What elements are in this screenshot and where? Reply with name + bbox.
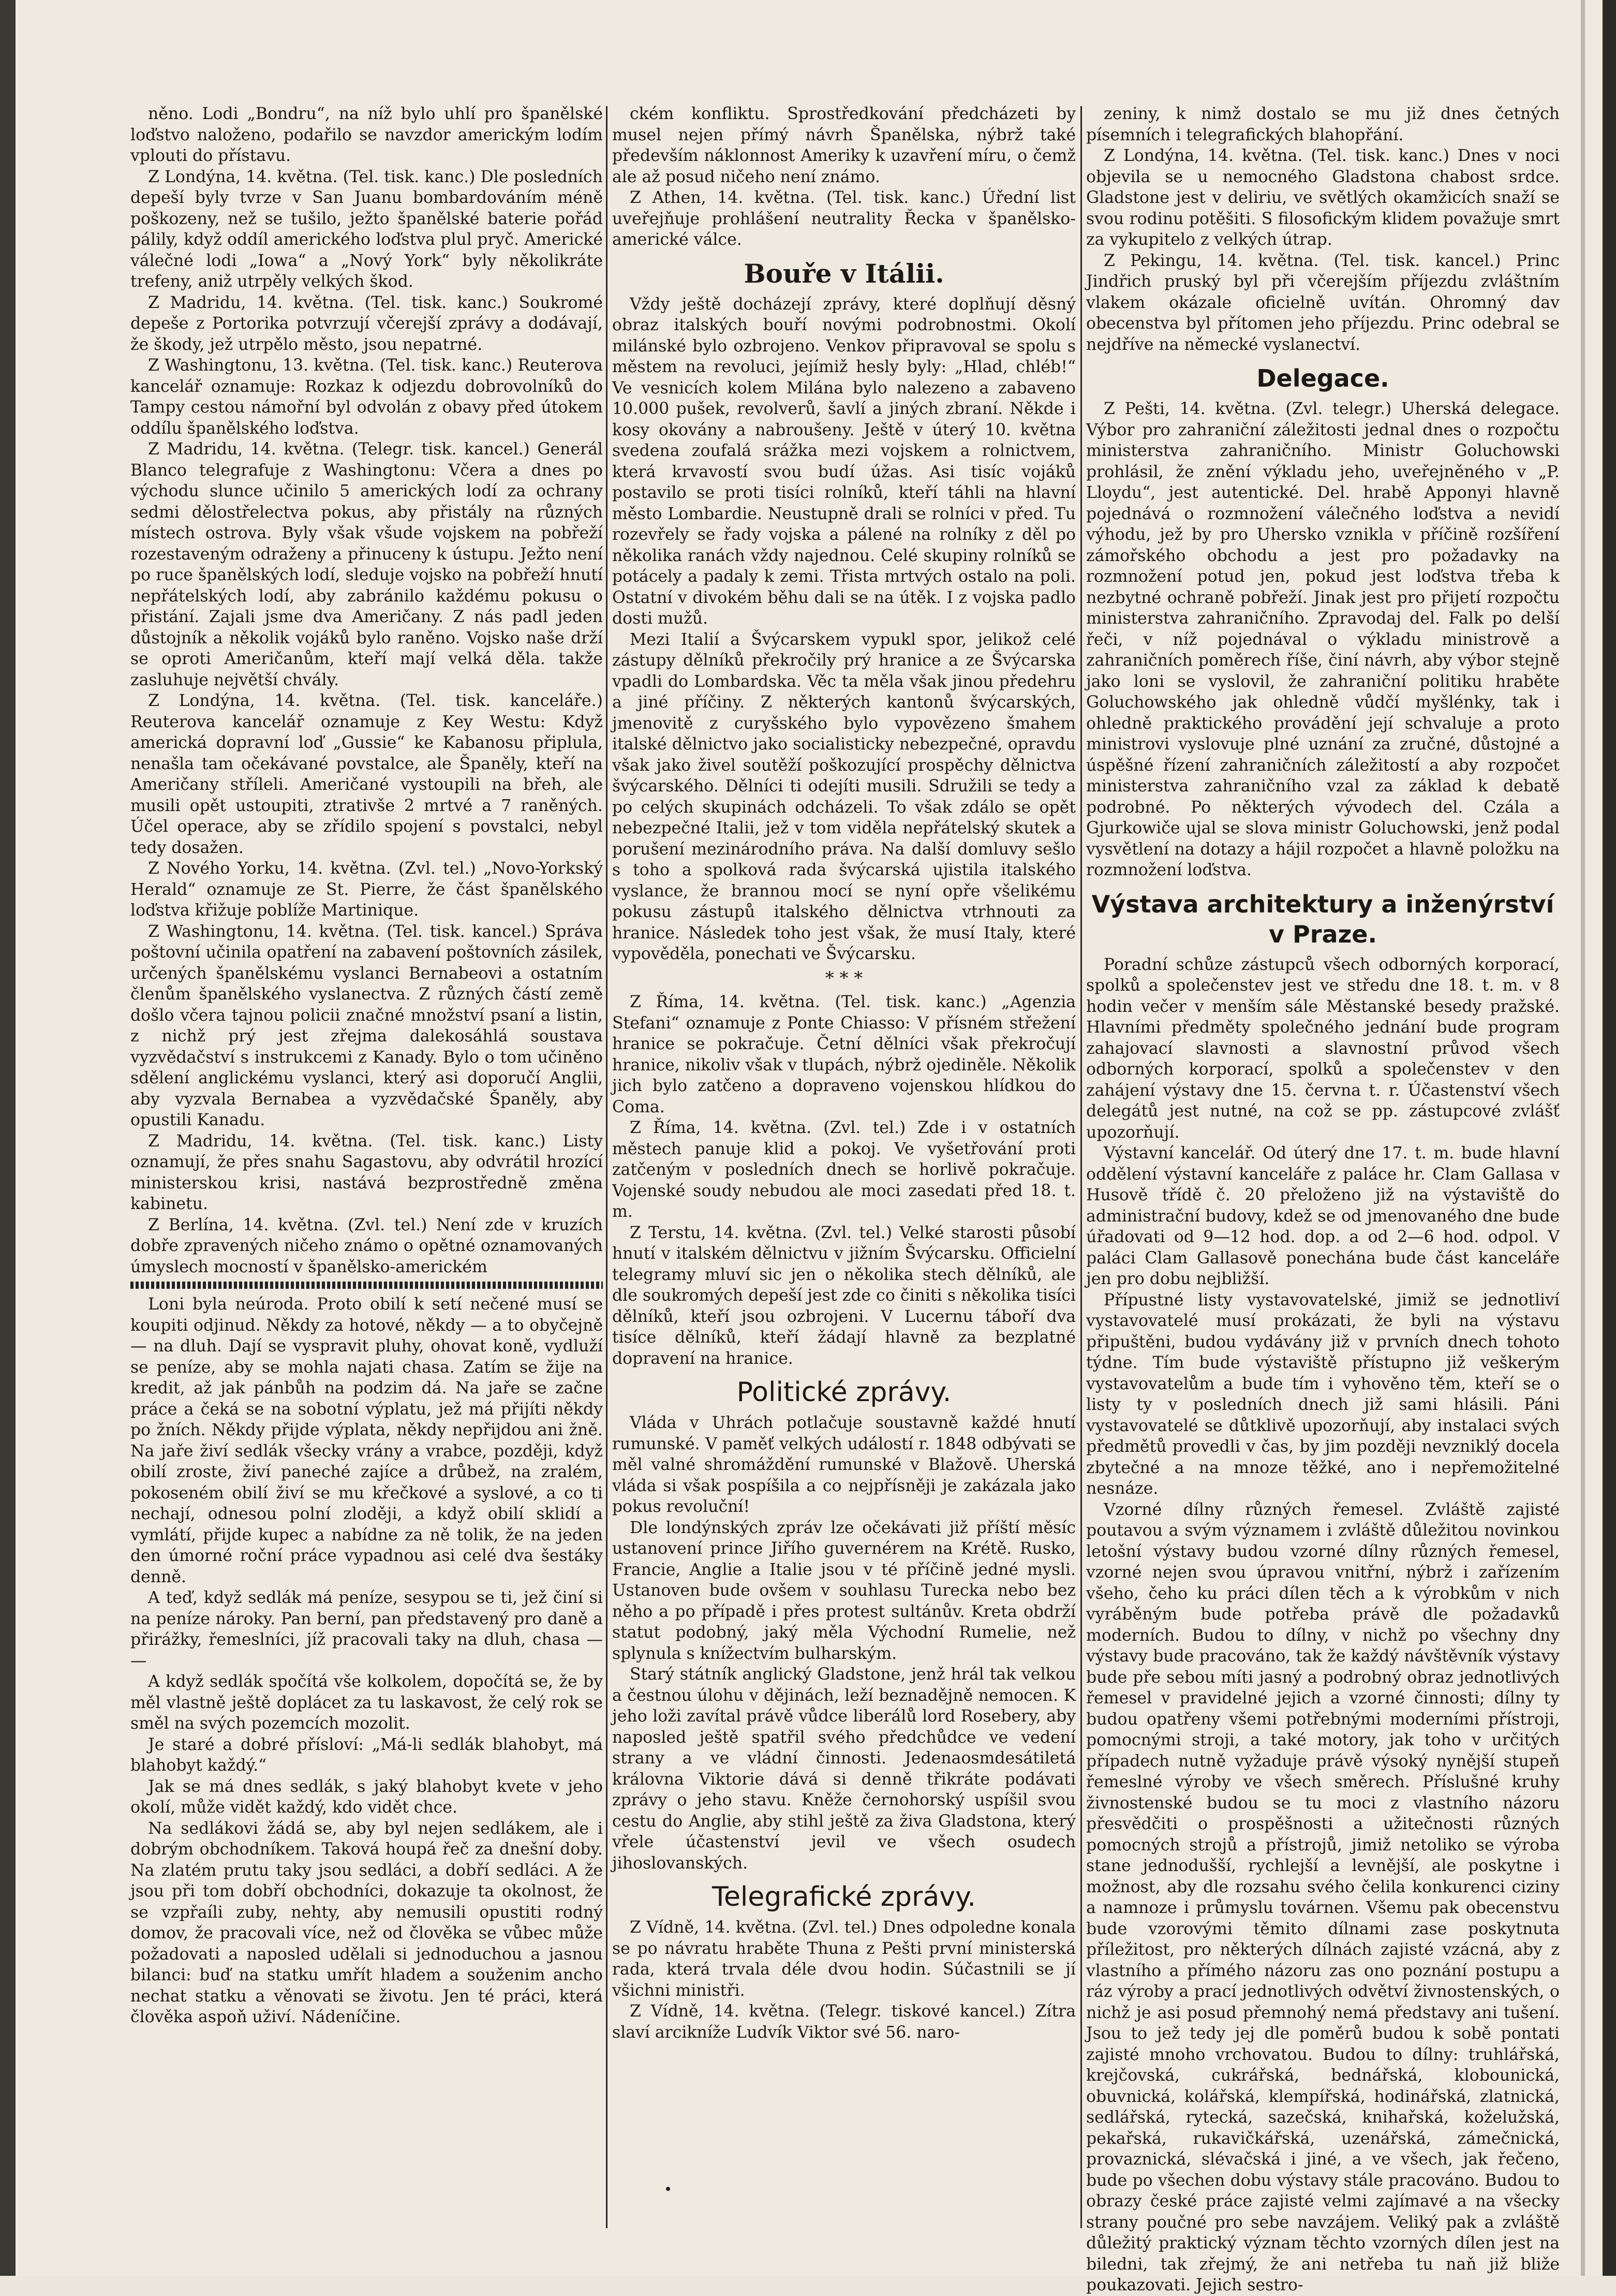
paragraph: Výstavní kancelář. Od úterý dne 17. t. m. bude hlavní oddělení výstavní kanceláře z paláce hr. Clam Gallasa v Husově třídě č. 20 přeloženo již na výstaviště do administrační budovy, kdež se od jmenovaného dne bude úřadovati od 9—12 hod. dop. a od 2—6 hod. odpol. V paláci Clam Gallasově ponechána bude část kanceláře jen pro dobu nejbližší. (1086, 1144, 1560, 1288)
heading-architecture-exhibition: Výstava architektury a inženýrství v Praze. (1091, 890, 1554, 948)
paragraph: Z Vídně, 14. května. (Zvl. tel.) Dnes odpoledne konala se po návratu hraběte Thuna z Pešti první ministerská rada, která trvala déle dvou hodin. Súčastnili se jí všichni ministři. (612, 1918, 1076, 2000)
heading-political-news: Politické zprávy. (736, 1377, 952, 1408)
paragraph: Z Madridu, 14. května. (Telegr. tisk. kancel.) Generál Blanco telegrafuje z Washingtonu: Včera a dnes po východu slunce učinilo 5 amerických lodí za ochrany sedmi dělostřelectva pokus, aby přistály na různých místech ostrova. Byly však všude vojskem na pobřeží rozestaveným odraženy a přinuceny k ústupu. Ježto není po ruce španělských lodí, sleduje vojsko na pobřeží hnutí nepřátelských lodí, aby zabránilo každému pokusu o přistání. Zajali jsme dva Američany. Z nás padl jeden důstojník a několik vojáků bylo raněno. Vojsko naše drží se oproti Američanům, kteří mají velká děla. takže zasluhuje největší chvály. (130, 440, 603, 689)
heading-storms-italy: Bouře v Itálii. (744, 258, 944, 289)
paragraph: Z Londýna, 14. května. (Tel. tisk. kanc.) Dnes v noci objevila se u nemocného Gladstona chabost srdce. Gladstone jest v deliriu, ve světlých okamžicích snaží se svou rodinu potěšiti. S filosofickým klidem považuje smrt za vykupitelo z velkých útrap. (1086, 146, 1560, 249)
paragraph: Z Pekingu, 14. května. (Tel. tisk. kancel.) Princ Jindřich pruský byl při včerejším příjezdu zvláštním vlakem okázale oficielně uvítán. Ohromný dav obecenstva byl přítomen jeho příjezdu. Princ odebral se nejdříve na německé vyslanectví. (1086, 251, 1560, 354)
col3-delegation-article (1086, 399, 1560, 881)
column-1 (130, 104, 603, 2231)
heading-telegraphic-news: Telegrafické zprávy. (712, 1881, 976, 1912)
col3-exhibition-article (1086, 954, 1560, 2296)
col2-telegrams (612, 1917, 1076, 2043)
col2-italy-telegrams (612, 992, 1076, 1369)
col1-essay (130, 1294, 603, 2028)
col3-news (1086, 104, 1560, 355)
ink-dot (666, 2187, 670, 2191)
column-rule-1 (606, 106, 607, 2228)
column-3 (1086, 104, 1560, 2294)
paragraph: Z Madridu, 14. května. (Tel. tisk. kanc.) Listy oznamují, že přes snahu Sagastovu, aby odvrátil hrozící ministerskou krisi, nastává bezprostředně změna kabinetu. (130, 1131, 603, 1213)
col2-italy-article (612, 294, 1076, 965)
paragraph: Vláda v Uhrách potlačuje soustavně každé hnutí rumunské. V paměť velkých událostí r. 1848 odbývati se měl valné shromáždění rumunské v Blažově. Uherská vláda si však pospíšila a co nejpřísněji je zakázala jako pokus revoluční! (612, 1414, 1076, 1516)
column-rule-2 (1080, 106, 1082, 2228)
paragraph: Vždy ještě docházejí zprávy, které doplňují děsný obraz italských bouří novými podrobnostmi. Okolí milánské bylo ozbrojeno. Venkov připravoval se spolu s městem na revoluci, jejímiž hesly byly: „Hlad, chléb!“ Ve vesnicích kolem Milána bylo nalezeno a zabaveno 10.000 pušek, revolverů, šavlí a jiných zbraní. Někde i kosy okovány a nabroušeny. Ještě v úterý 10. května svedena zoufalá srážka mezi vojskem a rolnictvem, která krvavostí svou budí úžas. Asi tisíc vojáků postavilo se proti tisíci rolníků, kteří táhli na hlavní město Lombardie. Neustupně drali se rolníci v před. Tu rozevřely se řady vojska a pálené na rolníky z děl po několika ranách vždy najednou. Celé skupiny rolníků se potácely a padaly k zemi. Třista mrtvých ostalo na poli. Ostatní v divokém běhu dali se na útěk. I z vojska padlo dosti mužů. (612, 295, 1076, 628)
paragraph: něno. Lodi „Bondru“, na níž bylo uhlí pro španělské loďstvo naloženo, podařilo se navzdor americkým lodím vplouti do přístavu. (130, 105, 603, 165)
scan-edge-right (1603, 0, 1616, 2276)
col2-news (612, 104, 1076, 251)
paragraph: Mezi Italií a Švýcarskem vypukl spor, jelikož celé zástupy dělníků překročily prý hranice a ze Švýcarska vpadli do Lombardska. Věc ta měla však jinou předehru a jiné příčiny. Z některých kantonů švýcarských, jmenovitě z curyšského bylo vypovězeno šmahem italské dělnictvo jako socialisticky nebezpečné, opravdu však jako živel soutěží poškozující prospěchy dělnictva švýcarského. Dělníci ti odejíti musili. Sdružili se tedy a po celých skupinách odcházeli. To však zdálo se opět nebezpečné Italii, jež v tom viděla nepřátelský skutek a porušení mezinárodního práva. Na další domluvy sešlo s toho a spolková rada švýcarská ujistila italského vyslance, že brannou mocí se nyní opře všelikému pokusu zástupů italského dělnictva vtrhnouti za hranice. Následek toho jest však, že musí Italy, které vypověděla, ponechati ve Švýcarsku. (612, 630, 1076, 963)
section-divider (130, 1282, 603, 1289)
paragraph: zeniny, k nimž dostalo se mu již dnes četných písemních i telegrafických blahopřání. (1086, 105, 1560, 144)
paragraph: Na sedlákovi žádá se, aby byl nejen sedlákem, ale i dobrým obchodníkem. Taková houpá řeč za dnešní doby. Na zlatém prutu taky jsou sedláci, a dobří sedláci. A že jsou při tom dobří obchodníci, dokazuje ta okolnost, že se vzpřaíli zuby, nehty, aby nemusili opustiti rodný domov, že pracovali více, než od člověka se vůbec může požadovati a naposled udělali si jednoduchou a jasnou bilanci: buď na statku umřít hladem a souženim ancho nechat statku a věnovati se životu. Jen té práci, která člověka aspoň uživí. Nádeníčine. (130, 1819, 603, 2026)
paragraph: Z Říma, 14. května. (Tel. tisk. kanc.) „Agenzia Stefani“ oznamuje z Ponte Chiasso: V přísném střežení hranice se pokračuje. Četní dělníci však překročují hranice, nikoliv však v tlupách, nýbrž ojediněle. Několik jich bylo zatčeno a dopraveno vojenskou hlídkou do Coma. (612, 993, 1076, 1116)
col1-news (130, 104, 603, 1277)
paragraph: Loni byla neúroda. Proto obilí k setí nečené musí se koupiti odjinud. Někdy za hotové, někdy — a to obyčejně — na dluh. Dají se vyspravit pluhy, ohovat koně, vydluží se peníze, aby se mohla najati chasa. Zatím se žije na kredit, až jak pánbůh na podzim dá. Na jaře se začne práce a čeká se na sobotní výplatu, jež má přijíti někdy po žních. Někdy přijde výplata, někdy nepřijdou ani žně. Na jaře živí sedlák všecky vrány a vrabce, později, když obilí zroste, živí paneché zajíce a drůbež, na zralém, pokoseném obilí živí se mu křečkové a syslové, a co ti nechají, odnesou polní zloději, a když obilí sklidí a vymlátí, přijde kupec a nabídne za ně tolik, že na jeden den úmorné roční práce vypadnou asi celé dva šestáky denně. (130, 1295, 603, 1586)
paragraph: Z Londýna, 14. května. (Tel. tisk. kanc.) Dle posledních depeší byly tvrze v San Juanu bombardováním méně poškozeny, než se tušilo, ježto španělské baterie pořád pálily, když oddíl amerického loďstva plul pryč. Americké válečné lodi „Iowa“ a „Nový York“ byly několikráte trefeny, aniž utrpěly velkých škod. (130, 167, 603, 291)
paragraph: Z Terstu, 14. května. (Zvl. tel.) Velké starosti působí hnutí v italském dělnictvu v jižním Švýcarsku. Officielní telegramy mluví sic jen o několika stech dělníků, ale dle soukromých depeší jest zde co činiti s několika tisíci dělníků, kteří jsou ozbrojeni. V Lucernu táboří dva tisíce dělníků, kteří žádají hlavně za bezplatné dopravení na hranice. (612, 1223, 1076, 1368)
paragraph: A když sedlák spočítá vše kolkolem, dopočítá se, že by měl vlastně ještě doplácet za tu laskavost, že celý rok se směl na svých pozemcích mozolit. (130, 1672, 603, 1733)
paragraph: Z Říma, 14. května. (Zvl. tel.) Zde i v ostatních městech panuje klid a pokoj. Ve vyšetřování proti zatčeným v posledních dnech se horlivě pokračuje. Vojenské soudy nebudou ale moci zasedati před 18. t. m. (612, 1118, 1076, 1221)
paragraph: Je staré a dobré přísloví: „Má-li sedlák blahobyt, má blahobyt každý.“ (130, 1735, 603, 1775)
scan-edge-left (0, 0, 16, 2276)
paragraph: Z Vídně, 14. května. (Telegr. tiskové kancel.) Zítra slaví arcikníže Ludvík Viktor své 56. naro- (612, 2002, 1076, 2042)
paragraph: Z Londýna, 14. května. (Tel. tisk. kanceláře.) Reuterova kancelář oznamuje z Key Westu: Když americká dopravní loď „Gussie“ ke Kabanosu připlula, nenašla tam očekávané povstalce, ale Španěly, kteří na Američany stříleli. Američané vystoupili na břeh, ale musili opět ustoupiti, ztrativše 2 mrtvé a 7 raněných. Účel operace, aby se zřídilo spojení s povstalci, nebyl tedy dosažen. (130, 691, 603, 857)
heading-delegations: Delegace. (1256, 364, 1389, 392)
paragraph: Z Washingtonu, 14. května. (Tel. tisk. kancel.) Správa poštovní učinila opatření na zabavení poštovních zásilek, určených španělskému vyslanci Bernabeovi a ostatním členům španělského vyslanectva. Z různých částí země došlo včera tajnou policii značné množství psaní a listin, z nichž prý jest zřejma dalekosáhlá soustava vyzvědačství s instrukcemi z Kanady. Bylo o tom učiněno sdělení anglickému vyslanci, který asi doporučí Anglii, aby vyzvala Bernabea a vyzvědačské Španěly, aby opustili Kanadu. (130, 922, 603, 1129)
paragraph: Z Pešti, 14. května. (Zvl. telegr.) Uherská delegace. Výbor pro zahraniční záležitosti jednal dnes o rozpočtu ministerstva zahraničního. Ministr Goluchowski prohlásil, že znění výkladu jeho, uveřejněného v „P. Lloydu“, jest autentické. Del. hrabě Apponyi hlavně pojednává o rozmnožení válečného loďstva a nevidí výhodu, jež by pro Uhersko vznikla v příčině rozšíření zámořského obchodu a jest pro požadavky na rozmnožení potud jen, pokud jest loďstva třeba k nezbytné ochraně pobřeží. Jinak jest pro přijetí rozpočtu ministerstva zahraničního. Zpravodaj del. Falk po delší řeči, v níž pojednával o výkladu ministrově a zahraničních poměrech říše, činí návrh, aby výbor stejně jako loni se vyslovil, že zahraniční politiku hraběte Goluchowského jak ohledně vůdčí myšlénky, tak i ohledně praktického provádění její schvaluje a proto ministrovi vyslovuje plné uznání za zručné, důstojné a úspěšné řízení zahraničních záležitostí a aby rozpočet ministerstva zahraničního vzal za základ k debatě podrobné. Po některých vývodech del. Czála a Gjurkowiče ujal se slova ministr Goluchowski, jenž podal vysvětlení na dotazy a hájil rozpočet a hlavně položku na rozmnožení loďstva. (1086, 400, 1560, 879)
paragraph: Přípustné listy vystavovatelské, jimiž se jednotliví vystavovatelé musí prokázati, že byli na výstavu připuštěni, budou vydávány již v prvních dnech tohoto týdne. Tím bude výstaviště přístupno již veškerým vystavovatelům a bude tím i vyhověno těm, kteří se o listy ty v posledních dnech již sami hlásili. Páni vystavovatelé se důtklivě upozorňují, aby instalaci svých předmětů provedli v čas, by jim později nevzniklý docela zbytečné a na mnoze těžké, ano i nepřemožitelné nesnáze. (1086, 1290, 1560, 1498)
column-2 (612, 104, 1076, 2231)
scan-fold-right (1581, 0, 1585, 2276)
paragraph: Poradní schůze zástupců všech odborných korporací, spolků a společenstev jest ve středu dne 18. t. m. v 8 hodin večer v menším sále Městanské besedy pražské. Hlavními předměty společného jednání bude program zahajovací slavnosti a slavnostní průvod všech odborných korporací, spolků a společenstev v den zahájení výstavy dne 15. června t. r. Účastenství všech delegátů jest nutné, na což se pp. zástupcové zvlášť upozorňují. (1086, 955, 1560, 1142)
paragraph: Z Berlína, 14. května. (Zvl. tel.) Není zde v kruzích dobře zpravených ničeho známo o opětné oznamovaných úmyslech mocností v španělsko-americkém (130, 1215, 603, 1276)
paragraph: Dle londýnských zpráv lze očekávati již příští měsíc ustanovení prince Jiřího guvernérem na Krétě. Rusko, Francie, Anglie a Italie jsou v té příčině jedné mysli. Ustanoven bude ovšem v souhlasu Turecka nebo bez něho a po případě i přes protest sultánův. Kreta obdrží statut podobný, jaký měla Východní Rumelie, než splynula s knížectvím bulharským. (612, 1518, 1076, 1663)
asterisk-divider: * * * (825, 967, 863, 989)
paragraph: Z Nového Yorku, 14. května. (Zvl. tel.) „Novo-Yorkský Herald“ oznamuje ze St. Pierre, že část španělského loďstva křižuje poblíže Martinique. (130, 859, 603, 920)
paragraph: Jak se má dnes sedlák, s jaký blahobyt kvete v jeho okolí, může vidět každý, kdo vidět chce. (130, 1777, 603, 1817)
paragraph: A teď, když sedlák má peníze, sesypou se ti, jež činí si na peníze nároky. Pan berní, pan představený pro daně a přirážky, řemeslníci, jíž pracovali taky na dluh, chasa — — (130, 1588, 603, 1670)
col2-political-article (612, 1412, 1076, 1874)
paragraph: Z Madridu, 14. května. (Tel. tisk. kanc.) Soukromé depeše z Portorika potvrzují včerejší zprávy a dodávají, že škody, jež utrpělo město, jsou nepatrné. (130, 293, 603, 354)
paragraph: Z Washingtonu, 13. května. (Tel. tisk. kanc.) Reuterova kancelář oznamuje: Rozkaz k odjezdu dobrovolníků do Tampy cestou námořní byl odvolán z obavy před útokem oddílu španělského loďstva. (130, 356, 603, 438)
paragraph: Starý státník anglický Gladstone, jenž hrál tak velkou a čestnou úlohu v dějinách, leží beznadějně nemocen. K jeho loži zavítal právě vůdce liberálů lord Rosebery, aby naposled ještě spatřil svého předchůdce ve vedení strany a ve vládní činnosti. Jedenaosmdesátiletá královna Viktorie dává si denně třikráte podávati zprávy o jeho stavu. Kněže černohorský uspíšil svou cestu do Anglie, aby stihl ještě za živa Gladstona, který vřele účastenství jevil ve všech osudech jihoslovanských. (612, 1665, 1076, 1873)
paragraph: ckém konfliktu. Sprostředkování předcházeti by musel nejen přímý návrh Španělska, nýbrž také především náklonnost Ameriky k uzavření míru, o čemž ale až posud ničeho není známo. (612, 105, 1076, 186)
paragraph: Vzorné dílny různých řemesel. Zvláště zajisté poutavou a svým významem i zvláště důležitou novinkou letošní výstavy budou vzorné dílny různých řemesel, vzorné nejen svou úpravou vnitřní, nýbrž i zařízením všeho, čeho ku práci dílen těch a k výrobkům v nich vyráběným bude potřeba právě dle požadavků moderních. Budou to dílny, v nichž po všechny dny výstavy bude pracováno, tak že každý návštěvník výstavy bude pře sebou míti jasný a podrobný obraz jednotlivých řemesel v pravidelné jejich a vzorné činnosti; dílny ty budou opatřeny všemi potřebnými moderními přístroji, pomocnými stroji, a také motory, jak toho v určitých případech nutně vyžaduje právě výsoký nynější stupeň řemeslné výroby ve všech směrech. Příslušné kruhy živnostenské budou se tu moci z vlastního názoru přesvědčiti o prospěšnosti a užitečnosti různých pomocných strojů a přístrojů, jimiž netoliko se výroba stane jednodušší, rychlejší a levnější, ale poskytne i možnost, aby dle rozsahu svého čelila konkurenci ciziny a namnoze i průmyslu továrnen. Všemu pak obecenstvu bude vzorovými těmito dílnami zase poskytnuta příležitost, pro některých dílnách zajisté vzácná, aby z vlastního a přímého názoru zas ono poznání postupu a ráz výroby a prací jednotlivých odvětví živnostenských, o nichž je asi posud přemnohý nemá představy ani tušení. Jsou to jež tedy jej dle poměrů budou k sobě pontati zajisté mnoho vrchovatou. Budou to dílny: truhlářská, krejčovská, cukrářská, bednářská, klobounická, obuvnická, kolářská, klempířská, hodinářská, zlatnická, sedlářská, rytecká, sazečská, knihařská, koželužská, pekařská, rukavičkářská, uzenářská, zámečnická, provaznická, slévačská i jiné, a ve všech, jak řečeno, bude po všechen dobu výstavy stále pracováno. Budou to obrazy české práce zajisté velmi zajímavé a na všecky strany poučné pro sebe navzájem. Veliký pak a zvláště důležitý praktický význam těchto vzorných dílen jest na biledni, tak zřejmý, že ani netřeba tu naň již bliže poukazovati. Jejich sestro- (1086, 1500, 1560, 2294)
paragraph: Z Athen, 14. května. (Tel. tisk. kanc.) Úřední list uveřejňuje prohlášení neutrality Řecka v španělsko-americké válce. (612, 188, 1076, 249)
